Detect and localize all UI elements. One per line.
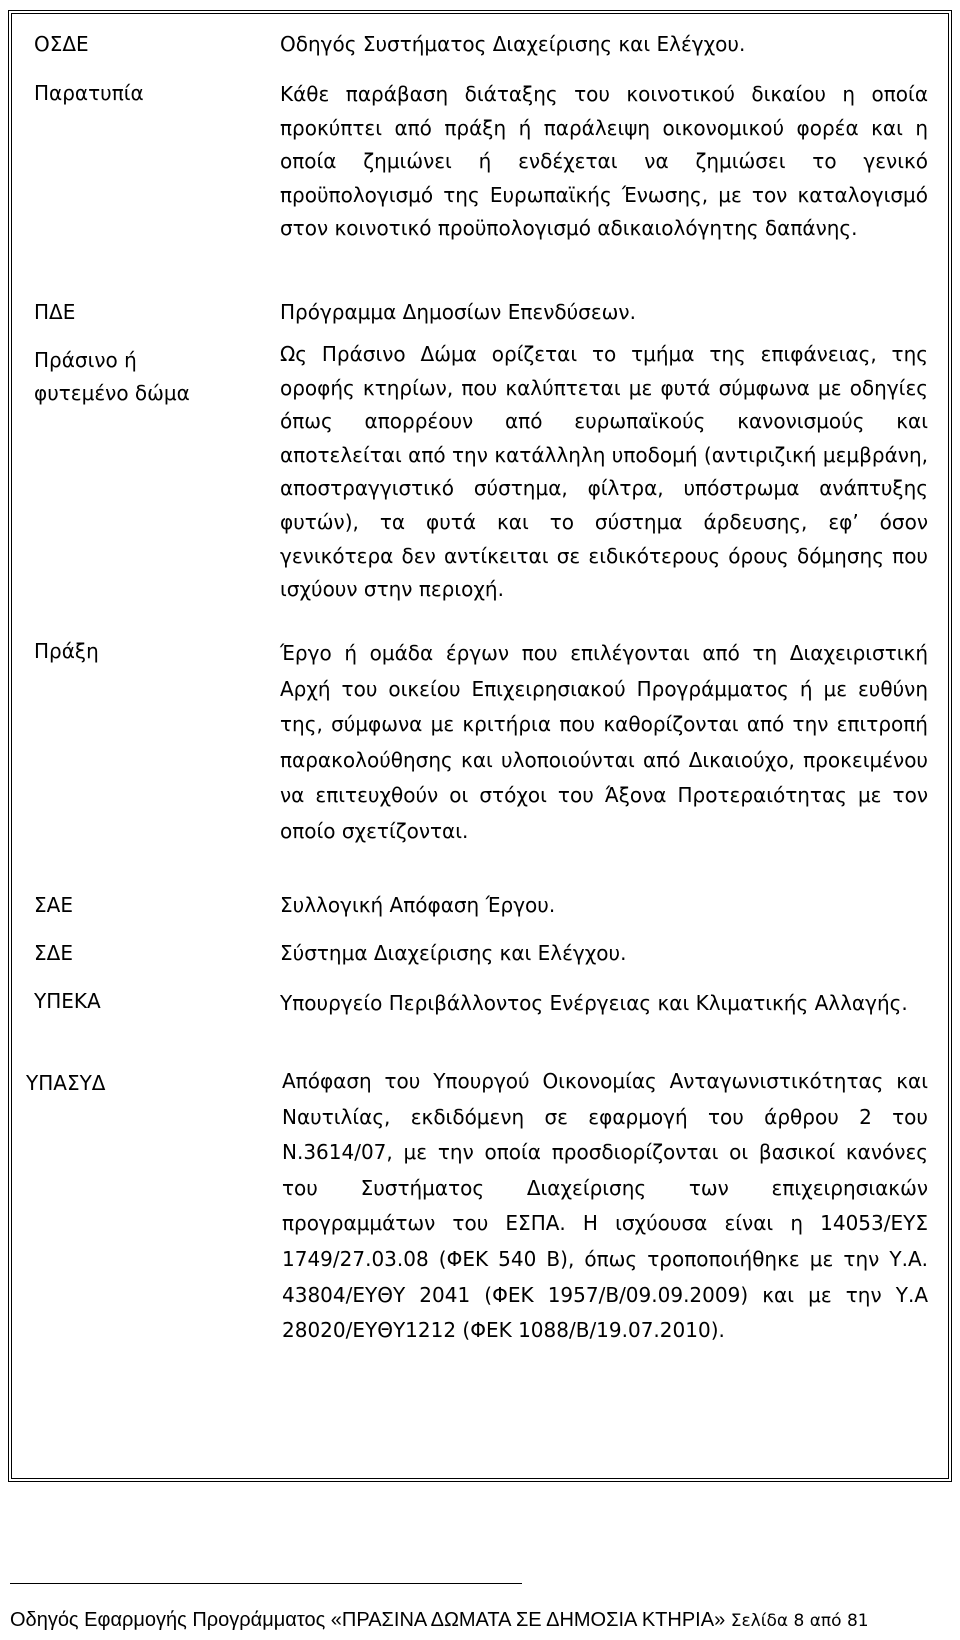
term-osde: ΟΣΔΕ <box>34 32 89 56</box>
term-sae: ΣΑΕ <box>34 893 73 917</box>
page-footer <box>10 1608 960 1633</box>
footer-rule <box>10 1583 522 1584</box>
definition-ypasyd: Απόφαση του Υπουργού Οικονομίας Ανταγωνιστικότητας και Ναυτιλίας, εκδιδόμενη σε εφαρμογή του άρθρου 2 του Ν.3614/07, με την οποία προσδιορίζονται οι βασικοί κανόνες του Συστήματος Διαχείρισης των επιχειρησιακών προγραμμάτων του ΕΣΠΑ. Η ισχύουσα είναι η 14053/ΕΥΣ 1749/27.03.08 (ΦΕΚ 540 Β), όπως τροποποιήθηκε με την Υ.Α. 43804/ΕΥΘΥ 2041 (ΦΕΚ 1957/Β/09.09.2009) και με την Υ.Α 28020/ΕΥΘΥ1212 (ΦΕΚ 1088/Β/19.07.2010). <box>282 1069 928 1343</box>
term-sde: ΣΔΕ <box>34 941 73 965</box>
term-praxi: Πράξη <box>34 639 99 663</box>
term-pde: ΠΔΕ <box>34 300 76 324</box>
term-paratypia: Παρατυπία <box>34 81 144 105</box>
glossary-table <box>8 10 952 1482</box>
definition-sde: Σύστημα Διαχείρισης και Ελέγχου. <box>280 941 627 965</box>
definition-paratypia: Κάθε παράβαση διάταξης του κοινοτικού δικαίου η οποία προκύπτει από πράξη ή παράλειψη οικονομικού φορέα και η οποία ζημιώνει ή ενδέχεται να ζημιώσει το γενικό προϋπολογισμό της Ευρωπαϊκής Ένωσης, με τον καταλογισμό στον κοινοτικό προϋπολογισμό αδικαιολόγητης δαπάνης. <box>280 82 928 241</box>
term-ypasyd: ΥΠΑΣΥΔ <box>26 1071 106 1095</box>
definition-osde: Οδηγός Συστήματος Διαχείρισης και Ελέγχου. <box>280 32 746 56</box>
footer-title: Οδηγός Εφαρμογής Προγράμματος «ΠΡΑΣΙΝΑ ΔΩΜΑΤΑ ΣΕ ΔΗΜΟΣΙΑ ΚΤΗΡΙΑ» <box>10 1609 726 1631</box>
definition-green-roof: Ως Πράσινο Δώμα ορίζεται το τμήμα της επιφάνειας, της οροφής κτηρίων, που καλύπτεται με φυτά σύμφωνα με οδηγίες όπως απορρέουν από ευρωπαϊκούς κανονισμούς και αποτελείται από την κατάλληλη υποδομή (αντιριζική μεμβράνη, αποστραγγιστικό σύστημα, φίλτρα, υπόστρωμα ανάπτυξης φυτών), τα φυτά και το σύστημα άρδευσης, εφ’ όσον γενικότερα δεν αντίκειται σε ειδικότερους όρους δόμησης που ισχύουν στην περιοχή. <box>280 342 928 602</box>
definition-pde: Πρόγραμμα Δημοσίων Επενδύσεων. <box>280 300 636 324</box>
definition-sae: Συλλογική Απόφαση Έργου. <box>280 893 556 917</box>
definition-ypeka: Υπουργείο Περιβάλλοντος Ενέργειας και Κλιματικής Αλλαγής. <box>280 991 908 1015</box>
definition-praxi: Έργο ή ομάδα έργων που επιλέγονται από τη Διαχειριστική Αρχή του οικείου Επιχειρησιακού Προγράμματος ή με ευθύνη της, σύμφωνα με κριτήρια που καθορίζονται από την επιτροπή παρακολούθησης και υλοποιούνται από Δικαιούχο, προκειμένου να επιτευχθούν οι στόχοι του Άξονα Προτεραιότητας με τον οποίο σχετίζονται. <box>280 641 928 843</box>
term-ypeka: ΥΠΕΚΑ <box>34 989 101 1013</box>
term-green-roof: Πράσινο ή φυτεμένο δώμα <box>34 348 190 405</box>
page-number: Σελίδα 8 από 81 <box>730 1611 869 1631</box>
